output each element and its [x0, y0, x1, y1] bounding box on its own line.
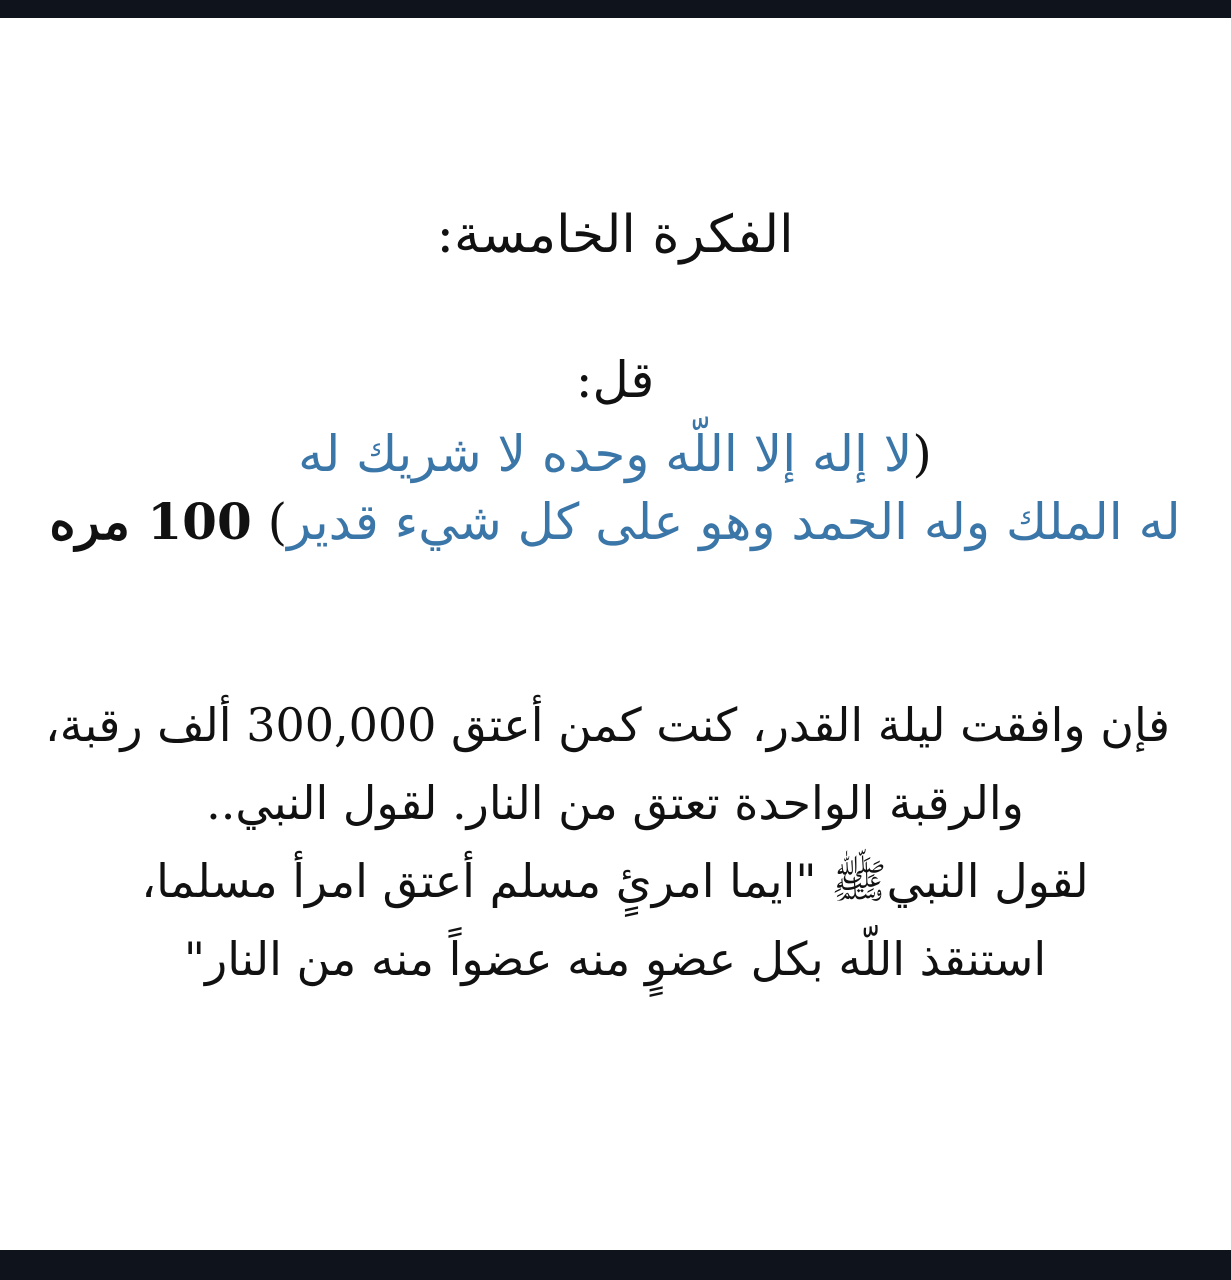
explanation-paragraph: [40, 686, 1190, 998]
dhikr-line-1-text: لا إله إلا اللّه وحده لا شريك له: [298, 425, 913, 483]
body-line-3: لقول النبيﷺ "ايما امرئٍ مسلم أعتق امرأ مسلما،: [141, 854, 1089, 908]
dhikr-line-2: [40, 488, 1190, 556]
dhikr-close-paren: ): [267, 493, 288, 551]
page-title: الفكرة الخامسة:: [436, 205, 794, 265]
dhikr-text: [40, 420, 1190, 556]
top-status-bar: [0, 0, 1231, 18]
dhikr-line-1: [40, 420, 1190, 488]
body-line-4: استنقذ اللّه بكل عضوٍ منه عضواً منه من النار": [183, 932, 1047, 986]
dhikr-count: 100 مره: [49, 492, 252, 551]
dhikr-line-2-text: له الملك وله الحمد وهو على كل شيء قدير: [287, 493, 1181, 551]
post-content: [40, 180, 1190, 998]
body-line-1: فإن وافقت ليلة القدر، كنت كمن أعتق 300,000 ألف رقبة،: [44, 698, 1170, 752]
dhikr-open-paren: (: [912, 425, 932, 483]
body-line-2: والرقبة الواحدة تعتق من النار. لقول النبي..: [206, 776, 1024, 830]
say-label: قل:: [575, 351, 655, 409]
bottom-navigation-bar: [0, 1250, 1231, 1280]
